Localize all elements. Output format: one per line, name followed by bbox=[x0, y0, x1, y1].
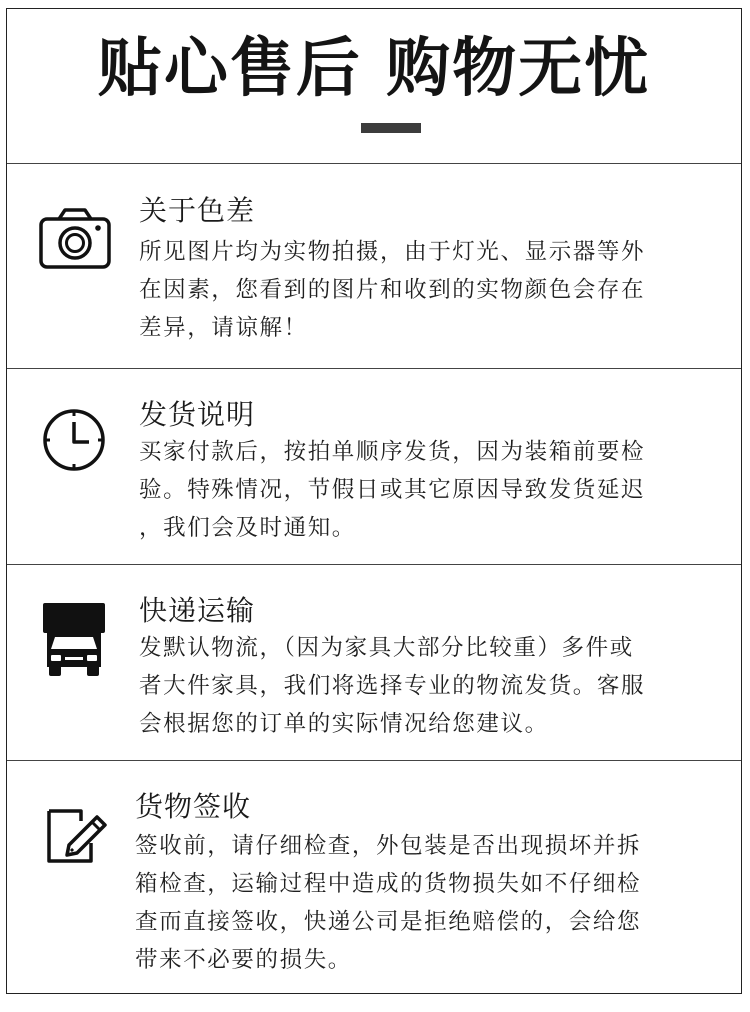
after-sales-card bbox=[6, 8, 742, 994]
section-body: 发默认物流，（因为家具大部分比较重）多件或 者大件家具，我们将选择专业的物流发货。客服 会根据您的订单的实际情况给您建议。 bbox=[139, 635, 646, 737]
section-goods-receipt bbox=[7, 761, 741, 993]
section-body: 买家付款后，按拍单顺序发货，因为装箱前要检 验。特殊情况，节假日或其它原因导致发货延迟 ，我们会及时通知。 bbox=[139, 439, 646, 541]
clock-icon bbox=[41, 407, 107, 473]
section-title: 快递运输 bbox=[139, 594, 256, 627]
camera-icon bbox=[37, 207, 113, 271]
section-title: 货物签收 bbox=[135, 790, 252, 823]
truck-icon bbox=[41, 601, 107, 677]
sign-document-icon bbox=[45, 805, 111, 865]
page-title: 贴心售后 购物无忧 bbox=[97, 32, 651, 106]
section-color-difference bbox=[7, 163, 741, 369]
section-shipping-notes bbox=[7, 369, 741, 565]
section-body: 签收前，请仔细检查，外包装是否出现损坏并拆 箱检查，运输过程中造成的货物损失如不仔细检 查而直接签收，快递公司是拒绝赔偿的，会给您 带来不必要的损失。 bbox=[135, 833, 642, 973]
section-express-transport bbox=[7, 565, 741, 761]
section-body: 所见图片均为实物拍摄，由于灯光、显示器等外 在因素，您看到的图片和收到的实物颜色会存在 差异，请谅解！ bbox=[139, 239, 646, 341]
title-underline bbox=[361, 123, 421, 133]
section-title: 发货说明 bbox=[139, 398, 256, 431]
section-title: 关于色差 bbox=[139, 194, 256, 227]
header bbox=[7, 9, 741, 164]
